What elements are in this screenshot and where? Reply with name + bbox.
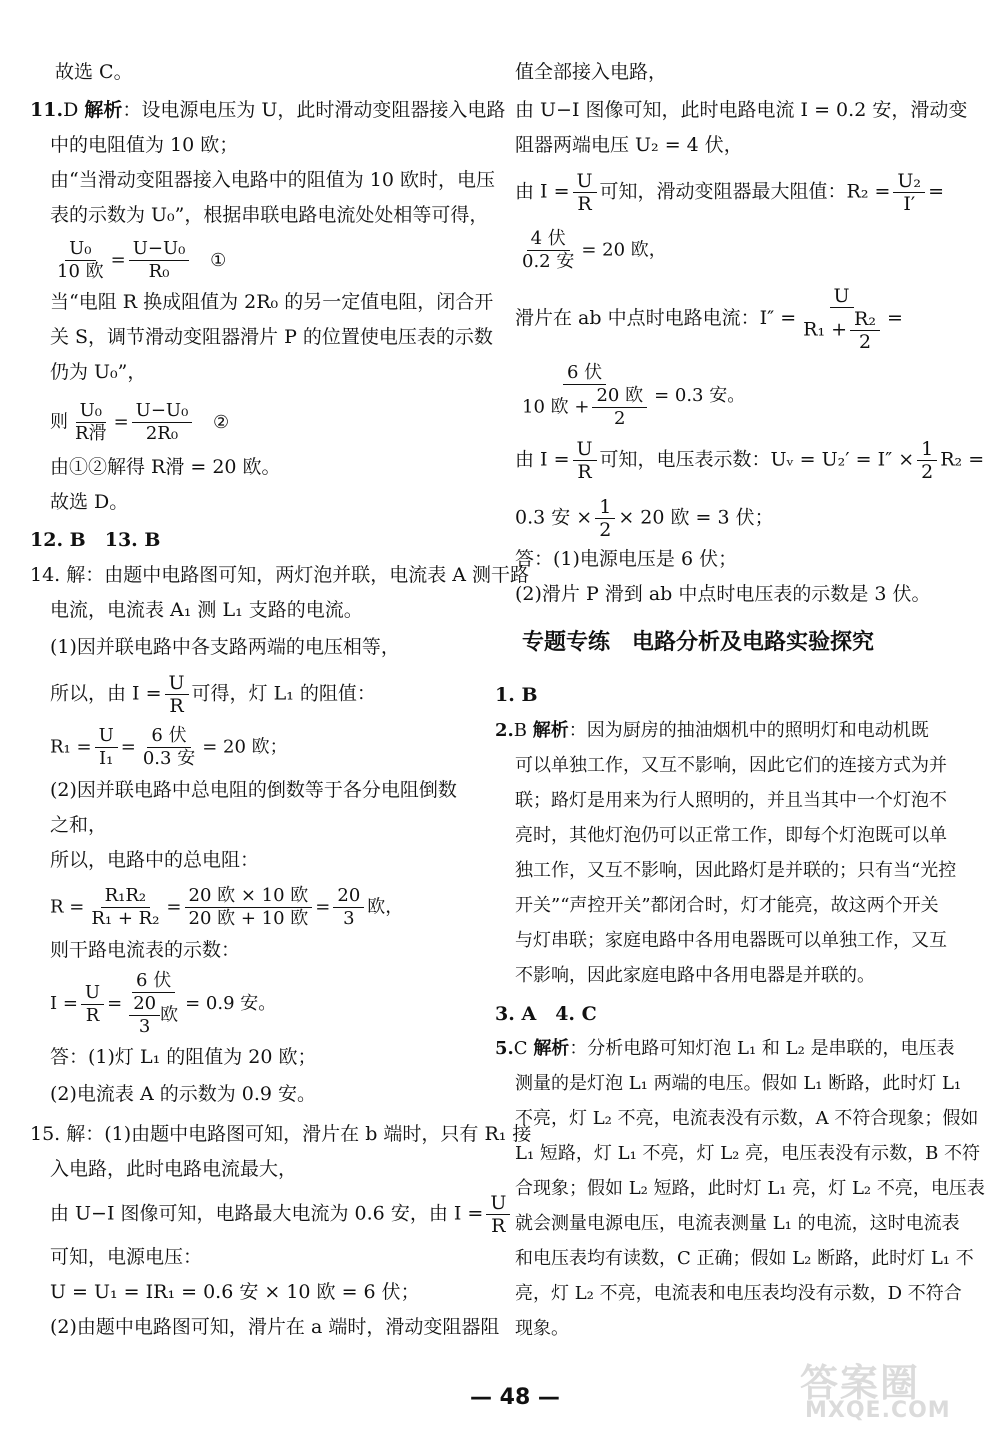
text: 10 欧 + [522,396,590,418]
denominator: 3 [343,908,355,929]
suffix: = [928,180,944,203]
numerator: 20 [333,885,364,908]
watermark-logo [800,1352,970,1427]
question-number: 2. [495,720,514,741]
text: 可知，电压表示数：Uᵥ = U₂′ = I″ × [599,448,915,471]
numerator: U [81,982,104,1005]
answer-5 [495,1037,955,1061]
equation-6 [50,970,276,1038]
numerator: U−U₀ [129,238,190,261]
text-line: 联；路灯是用来为行人照明的，并且当其中一个灯泡不 [515,790,947,811]
suffix: × 20 欧 = 3 伏； [618,506,774,529]
text-line: (2)因并联电路中总电阻的倒数等于各分电阻倒数 [50,779,457,801]
equation-marker: ② [213,411,230,433]
denominator: R₁ + R₂ [91,908,160,929]
prefix: 滑片在 ab 中点时电路电流：I″ = [515,307,797,329]
denominator: 2 [614,408,626,429]
prefix: R₁ = [50,736,92,758]
equation-g2 [515,228,667,273]
text-line: 独工作，又互不影响，因此路灯是并联的；只有当“光控 [515,860,957,881]
suffix: 欧， [367,896,404,918]
text: 可知，滑动变阻器最大阻值：R₂ = [599,180,891,203]
answers-12-13: 12. B 13. B [30,529,161,551]
prefix: 0.3 安 × [515,506,593,529]
answer-letter: C [513,1038,528,1059]
denominator [125,993,182,1038]
text-line: 14. 解：由题中电路图可知，两灯泡并联，电流表 A 测干路 [30,564,530,586]
equation-5 [50,885,403,930]
equals: = [166,896,182,918]
section-heading: 专题专练 电路分析及电路实验探究 [522,630,875,655]
text-line: 就会测量电源电压，电流表测量 L₁ 的电流，这时电流表 [515,1213,960,1234]
numerator: R₂ [850,308,880,331]
prefix: R = [50,896,85,918]
suffix: R₂ = [940,448,985,471]
analysis-tag: 解析 [532,720,569,741]
answers-3-4: 3. A 4. C [495,1003,597,1025]
text-line: 由①②解得 R滑 = 20 欧。 [50,456,281,478]
denominator: I₁ [99,748,114,769]
suffix: = 20 欧， [581,239,667,261]
answer-2 [495,719,929,743]
denominator: R [577,193,592,215]
text-line: 表的示数为 U₀”，根据串联电路电流处处相等可得， [50,204,489,226]
equation-g3 [515,285,903,353]
text-line: 故选 C。 [55,61,133,83]
numerator: U₂ [893,170,925,193]
text-line: 由 U−I 图像可知，此时电路电流 I = 0.2 安，滑动变 [515,99,968,121]
page-number: — 48 — [470,1385,560,1410]
equals: = [113,411,129,433]
equals: = [110,249,126,271]
watermark-url: MXQE.COM [805,1398,951,1423]
equation-g6 [515,496,774,541]
numerator: 6 伏 [563,362,606,385]
text-line: 不影响，因此家庭电路中各用电器是并联的。 [515,965,875,986]
text-line: 当“电阻 R 换成阻值为 2R₀ 的另一定值电阻，闭合开 [50,291,494,313]
equation-7 [50,1192,513,1237]
equation-4 [50,725,288,770]
analysis-tag: 解析 [84,99,123,121]
text-line: 则干路电流表的示数： [50,939,241,961]
denominator [799,308,884,353]
answer-letter: B [513,720,528,741]
denominator: 10 欧 [57,261,104,282]
text-line: 和电压表均有读数，C 正确；假如 L₂ 断路，此时灯 L₁ 不 [515,1248,974,1269]
text-line: 不亮，灯 L₂ 不亮，电流表没有示数，A 不符合现象；假如 [515,1108,979,1129]
denominator: R₀ [148,261,170,282]
denominator: R [169,695,184,717]
numerator: U [486,1192,510,1215]
question-number: 5. [495,1038,514,1059]
text-line: 亮时，其他灯泡仍可以正常工作，即每个灯泡既可以单 [515,825,947,846]
equation-g1 [515,170,944,215]
numerator: U [573,438,597,461]
denominator: 0.2 安 [522,251,575,272]
numerator: U [95,725,118,748]
text-line: (2)滑片 P 滑到 ab 中点时电压表的示数是 3 伏。 [515,583,931,605]
denominator: I′ [903,193,916,215]
text-line: 答：(1)灯 L₁ 的阻值为 20 欧； [50,1046,317,1068]
text-line: 开关”“声控开关”都闭合时，灯才能亮，故这两个开关 [515,895,939,916]
suffix: = [886,307,903,329]
text-line: 现象。 [515,1318,569,1339]
prefix: I = [50,993,78,1014]
equation-1 [50,238,226,283]
text-line: ：设电源电压为 U，此时滑动变阻器接入电路 [122,99,506,121]
prefix: 由 I = [515,448,570,471]
numerator: U₀ [65,238,95,261]
equation-2 [50,400,229,445]
equals: = [120,736,136,758]
equation-marker: ① [210,249,227,271]
numerator: 1 [917,438,937,461]
text-line: 之和， [50,814,108,836]
denominator: 2R₀ [145,423,179,444]
equals: = [315,896,331,918]
answer-1: 1. B [495,684,538,706]
numerator: 1 [595,496,615,519]
text-line: 合现象；假如 L₂ 短路，此时灯 L₁ 亮，灯 L₂ 不亮，电压表 [515,1178,985,1199]
text-line: 关 S，调节滑动变阻器滑片 P 的位置使电压表的示数 [50,326,493,348]
numerator: U₀ [76,400,106,423]
numerator: U [165,672,189,695]
text: R₁ + [803,318,848,341]
unit: 欧 [160,1004,179,1026]
text-line: ：分析电路可知灯泡 L₁ 和 L₂ 是串联的，电压表 [569,1038,955,1059]
text-line: 由“当滑动变阻器接入电路中的阻值为 10 欧时，电压 [50,169,495,191]
numerator: U [573,170,597,193]
numerator: U [830,285,854,308]
denominator: R [491,1215,506,1237]
text-line: 入电路，此时电路电流最大， [50,1158,298,1180]
denominator: 0.3 安 [142,748,196,769]
text-line: 15. 解：(1)由题中电路图可知，滑片在 b 端时，只有 R₁ 接 [30,1123,532,1145]
text-line: 仍为 U₀”， [50,361,147,383]
numerator: 6 伏 [132,970,175,993]
answer-11 [30,98,505,122]
suffix: 可得，灯 L₁ 的阻值： [191,682,376,705]
numerator: 20 欧 [592,385,647,408]
prefix: 所以，由 I = [50,682,162,705]
equation-3 [50,672,376,717]
question-number: 11. [30,99,64,121]
numerator: U−U₀ [132,400,193,423]
text-line: 可知，电源电压： [50,1246,203,1268]
text-line: 亮，灯 L₂ 不亮，电流表和电压表均没有示数，D 不符合 [515,1283,962,1304]
text-line: 可以单独工作，又互不影响，因此它们的连接方式为并 [515,755,947,776]
numerator: 4 伏 [527,228,570,251]
equals: = [107,993,123,1014]
denominator: 2 [599,519,612,541]
numerator: R₁R₂ [101,885,151,908]
numerator: 20 [129,993,160,1016]
suffix: = 20 欧； [202,736,288,758]
text-line: L₁ 短路，灯 L₁ 不亮，灯 L₂ 亮，电压表没有示数，B 不符 [515,1143,981,1164]
text-line: 中的电阻值为 10 欧； [50,134,239,156]
equation-g4 [515,362,745,430]
numerator: 6 伏 [147,725,190,748]
suffix: = 0.9 安。 [185,993,277,1014]
text-line: 与灯串联；家庭电路中各用电器既可以单独工作，又互 [515,930,947,951]
prefix: 由 I = [515,180,570,203]
denominator: 3 [138,1016,151,1037]
denominator: 2 [921,461,934,483]
denominator [518,385,651,430]
text-line: ：因为厨房的抽油烟机中的照明灯和电动机既 [568,720,929,741]
numerator: 20 欧 × 10 欧 [185,885,313,908]
watermark-text: 答案圈 [800,1361,921,1405]
text-line: U = U₁ = IR₁ = 0.6 安 × 10 欧 = 6 伏； [50,1281,420,1303]
text-line: 电流，电流表 A₁ 测 L₁ 支路的电流。 [50,599,363,621]
prefix: 则 [50,411,68,433]
denominator: R [85,1004,100,1026]
analysis-tag: 解析 [533,1038,570,1059]
text-line: 测量的是灯泡 L₁ 两端的电压。假如 L₁ 断路，此时灯 L₁ [515,1073,962,1094]
denominator: R [577,461,592,483]
text-line: (1)因并联电路中各支路两端的电压相等， [50,636,400,658]
equation-g5 [515,438,984,483]
prefix: 由 U−I 图像可知，电路最大电流为 0.6 安，由 I = [50,1202,484,1225]
text-line: 故选 D。 [50,491,129,513]
denominator: 2 [858,331,872,353]
text-line: 值全部接入电路， [515,61,668,83]
text-line: 答：(1)电源电压是 6 伏； [515,548,738,570]
text-line: 阻器两端电压 U₂ = 4 伏， [515,134,743,156]
text-line: (2)由题中电路图可知，滑片在 a 端时，滑动变阻器阻 [50,1316,500,1338]
suffix: = 0.3 安。 [654,385,746,406]
denominator: R滑 [75,423,107,444]
text-line: 所以，电路中的总电阻： [50,849,260,871]
text-line: (2)电流表 A 的示数为 0.9 安。 [50,1083,317,1105]
answer-letter: D [63,99,79,121]
denominator: 20 欧 + 10 欧 [188,908,309,929]
